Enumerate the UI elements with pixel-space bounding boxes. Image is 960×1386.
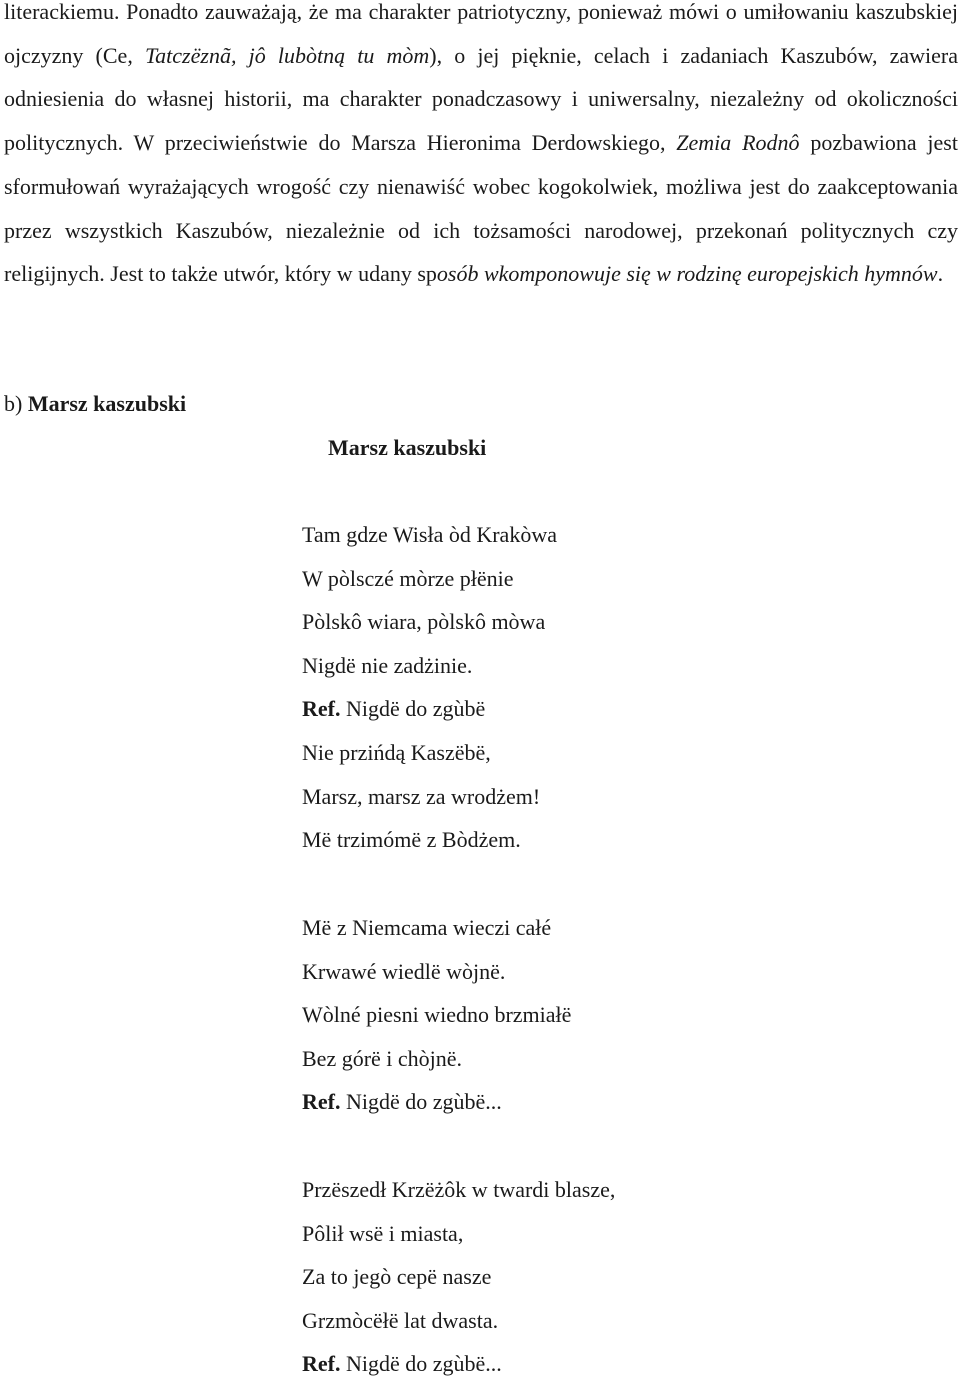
paragraph-text	[4, 0, 958, 296]
section-heading-text: Marsz kaszubski	[27, 391, 187, 416]
refrain-text: Nigdë do zgùbë	[340, 696, 486, 722]
verse-line: Grzmòcëłë lat dwasta.	[302, 1307, 499, 1333]
text-segment: literackiemu. Ponadto zauważają, że ma charakter patriotyczny, ponieważ mówi o umiłowaniu kaszubskiej ojczyzny (Ce,	[4, 0, 958, 68]
text-segment: pozbawiona jest sformułowań wyrażających wrogość czy nienawiść wobec kogokolwiek, możliwa jest do zaakceptowania przez wszystkich Kaszubów, niezależnie od ich tożsamości narodowej, przekonań politycznych czy religijnych. Jest to także utwór, który w udany sp	[4, 130, 958, 287]
stanza-2	[302, 906, 571, 1124]
stanza-3	[302, 1168, 615, 1386]
refrain-label: Ref.	[302, 696, 341, 722]
refrain-label: Ref.	[302, 1351, 341, 1377]
verse-line: Bez górë i chòjnë.	[302, 1045, 463, 1071]
text-segment-italic: osób wkomponowuje się w rodzinę europejskich hymnów	[436, 261, 938, 287]
text-segment-italic: Zemia Rodnô	[676, 130, 800, 156]
text-segment-italic: Tatczëznã, jô lubòtną tu mòm	[144, 42, 430, 68]
refrain-line	[302, 1342, 615, 1386]
text-segment: ), o jej pięknie, celach i zadaniach Kaszubów, zawiera odniesienia do własnej historii, ma charakter ponadczasowy i uniwersalny, niezależny od okoliczności politycznych. W przeciwieństwie do Marsza Hieronima Derdowskiego,	[4, 42, 958, 156]
stanza-1	[302, 513, 557, 862]
refrain-text: Nigdë do zgùbë...	[340, 1351, 502, 1377]
section-heading	[4, 382, 186, 425]
section-marker: b)	[4, 391, 23, 416]
refrain-line: Nie przińdą Kaszëbë,	[302, 739, 491, 765]
refrain-label: Ref.	[302, 1089, 341, 1115]
refrain-line	[302, 1080, 571, 1124]
refrain-line: Më trzimómë z Bòdżem.	[302, 827, 521, 853]
verse-line: Pôlił wsë i miasta,	[302, 1220, 464, 1246]
verse-line: Tam gdze Wisła òd Krakòwa	[302, 522, 557, 547]
verse-line: Më z Niemcama wieczi całé	[302, 915, 552, 940]
verse-line: Za to jegò cepë nasze	[302, 1264, 492, 1290]
verse-line: Wòlné piesni wiedno brzmiałë	[302, 1002, 572, 1028]
verse-line: W pòlsczé mòrze płënie	[302, 565, 514, 591]
refrain-line	[302, 687, 557, 731]
verse-line: Krwawé wiedlë wòjnë.	[302, 958, 506, 984]
text-segment: .	[937, 261, 944, 287]
song-title: Marsz kaszubski	[328, 435, 487, 460]
refrain-text: Nigdë do zgùbë...	[340, 1089, 502, 1115]
verse-line: Przëszedł Krzëżôk w twardi blasze,	[302, 1177, 616, 1202]
verse-line: Nigdë nie zadżinie.	[302, 652, 473, 678]
refrain-line: Marsz, marsz za wrodżem!	[302, 783, 541, 809]
intro-paragraph	[4, 0, 958, 296]
verse-line: Pòlskô wiara, pòlskô mòwa	[302, 609, 546, 635]
